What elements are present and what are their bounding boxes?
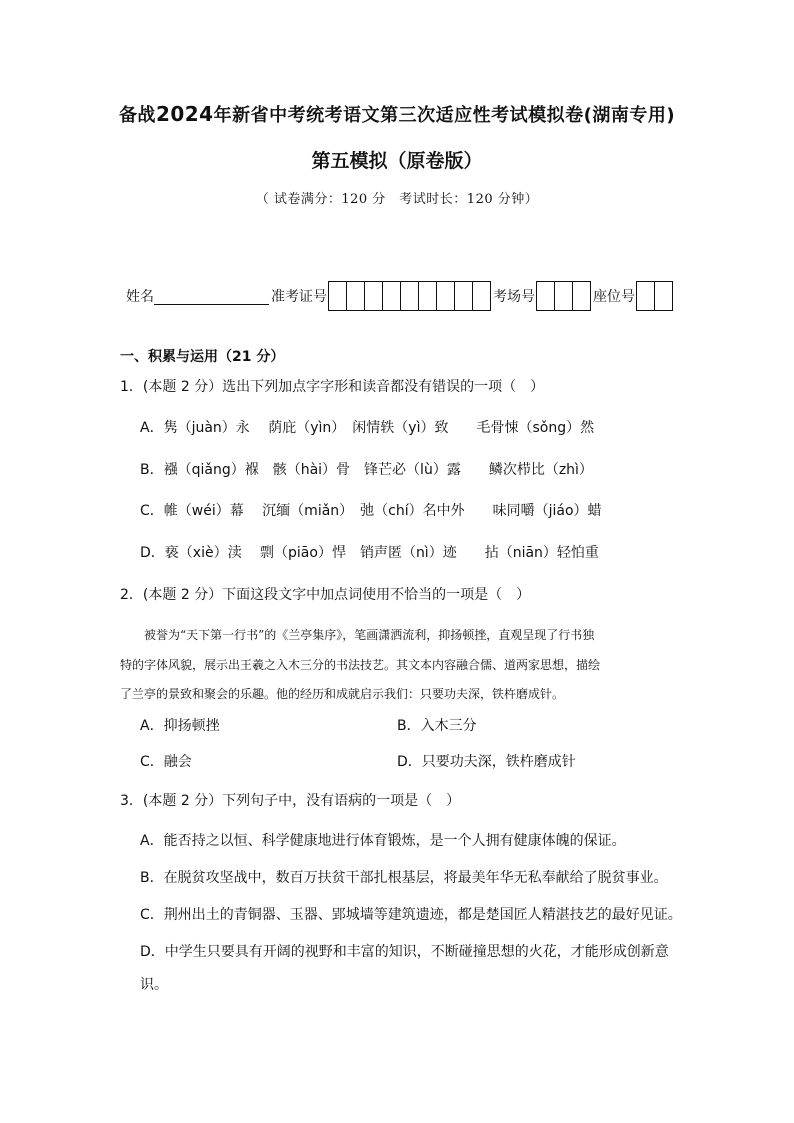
title-suffix: 年新省中考统考语文第三次适应性考试模拟卷(湖南专用) bbox=[213, 105, 676, 126]
digit-box[interactable] bbox=[572, 281, 591, 311]
exam-info: （ 试卷满分：120 分 考试时长：120 分钟） bbox=[255, 192, 539, 207]
question-2-option-d[interactable]: D．只要功夫深，铁杵磨成针 bbox=[397, 754, 576, 770]
digit-box[interactable] bbox=[454, 281, 473, 311]
digit-box[interactable] bbox=[328, 281, 347, 311]
question-3-option-d-continued: 识。 bbox=[140, 977, 168, 993]
document-subtitle: 第五模拟（原卷版） bbox=[311, 150, 483, 172]
digit-box[interactable] bbox=[472, 281, 491, 311]
exam-room-boxes[interactable] bbox=[537, 281, 591, 311]
digit-box[interactable] bbox=[382, 281, 401, 311]
question-3-option-d[interactable]: D．中学生只要具有开阔的视野和丰富的知识，不断碰撞思想的火花，才能形成创新意 bbox=[140, 944, 669, 960]
title-year: 2024 bbox=[155, 102, 214, 126]
question-3-stem: 3．(本题 2 分）下列句子中，没有语病的一项是（ ） bbox=[120, 793, 461, 809]
question-2-passage-line: 了兰亭的景致和聚会的乐趣。他的经历和成就启示我们：只要功夫深，铁杵磨成针。 bbox=[120, 687, 565, 701]
name-blank[interactable] bbox=[154, 288, 269, 305]
digit-box[interactable] bbox=[654, 281, 673, 311]
question-1-stem: 1．(本题 2 分）选出下列加点字字形和读音都没有错误的一项（ ） bbox=[120, 379, 545, 395]
digit-box[interactable] bbox=[554, 281, 573, 311]
digit-box[interactable] bbox=[418, 281, 437, 311]
question-1-option-b[interactable]: B．襁（qiǎng）褓 骸（hài）骨 锋芒必（lù）露 鳞次栉比（zhì） bbox=[140, 462, 593, 478]
digit-box[interactable] bbox=[436, 281, 455, 311]
digit-box[interactable] bbox=[364, 281, 383, 311]
section-title: 一、积累与运用（21 分） bbox=[120, 349, 285, 365]
digit-box[interactable] bbox=[346, 281, 365, 311]
question-1-option-a[interactable]: A．隽（juàn）永 荫庇（yìn） 闲情轶（yì）致 毛骨悚（sǒng）然 bbox=[140, 420, 595, 436]
seat-label: 座位号 bbox=[593, 289, 635, 305]
question-2-passage-line: 特的字体风貌，展示出王羲之入木三分的书法技艺。其文本内容融合儒、道两家思想，描绘 bbox=[120, 658, 601, 672]
question-2-stem: 2．(本题 2 分）下面这段文字中加点词使用不恰当的一项是（ ） bbox=[120, 587, 531, 603]
digit-box[interactable] bbox=[400, 281, 419, 311]
question-3-option-b[interactable]: B．在脱贫攻坚战中，数百万扶贫干部扎根基层，将最美年华无私奉献给了脱贫事业。 bbox=[140, 870, 668, 886]
question-3-option-a[interactable]: A．能否持之以恒、科学健康地进行体育锻炼，是一个人拥有健康体魄的保证。 bbox=[140, 833, 626, 849]
question-3-option-c[interactable]: C．荆州出土的青铜器、玉器、郢城墙等建筑遗迹，都是楚国匠人精湛技艺的最好见证。 bbox=[140, 907, 682, 923]
digit-box[interactable] bbox=[636, 281, 655, 311]
name-label: 姓名 bbox=[126, 289, 154, 305]
exam-room-label: 考场号 bbox=[493, 289, 535, 305]
question-2-option-c[interactable]: C．融会 bbox=[140, 754, 192, 770]
question-1-option-c[interactable]: C．帷（wéi）幕 沉缅（miǎn） 弛（chí）名中外 味同嚼（jiáo）蜡 bbox=[140, 503, 602, 519]
ticket-number-label: 准考证号 bbox=[271, 289, 327, 305]
question-2-passage-line: 被誉为“天下第一行书”的《兰亭集序》，笔画潇洒流利，抑扬顿挫，直观呈现了行书独 bbox=[120, 628, 595, 642]
question-2-option-a[interactable]: A．抑扬顿挫 bbox=[140, 718, 220, 734]
title-prefix: 备战 bbox=[118, 105, 156, 126]
candidate-info-row bbox=[126, 281, 675, 311]
question-2-option-b[interactable]: B．入木三分 bbox=[397, 718, 477, 734]
seat-boxes[interactable] bbox=[637, 281, 673, 311]
document-title bbox=[0, 101, 794, 127]
question-1-option-d[interactable]: D．亵（xiè）渎 剽（piāo）悍 销声匿（nì）迹 拈（niān）轻怕重 bbox=[140, 545, 599, 561]
digit-box[interactable] bbox=[536, 281, 555, 311]
ticket-number-boxes[interactable] bbox=[329, 281, 491, 311]
